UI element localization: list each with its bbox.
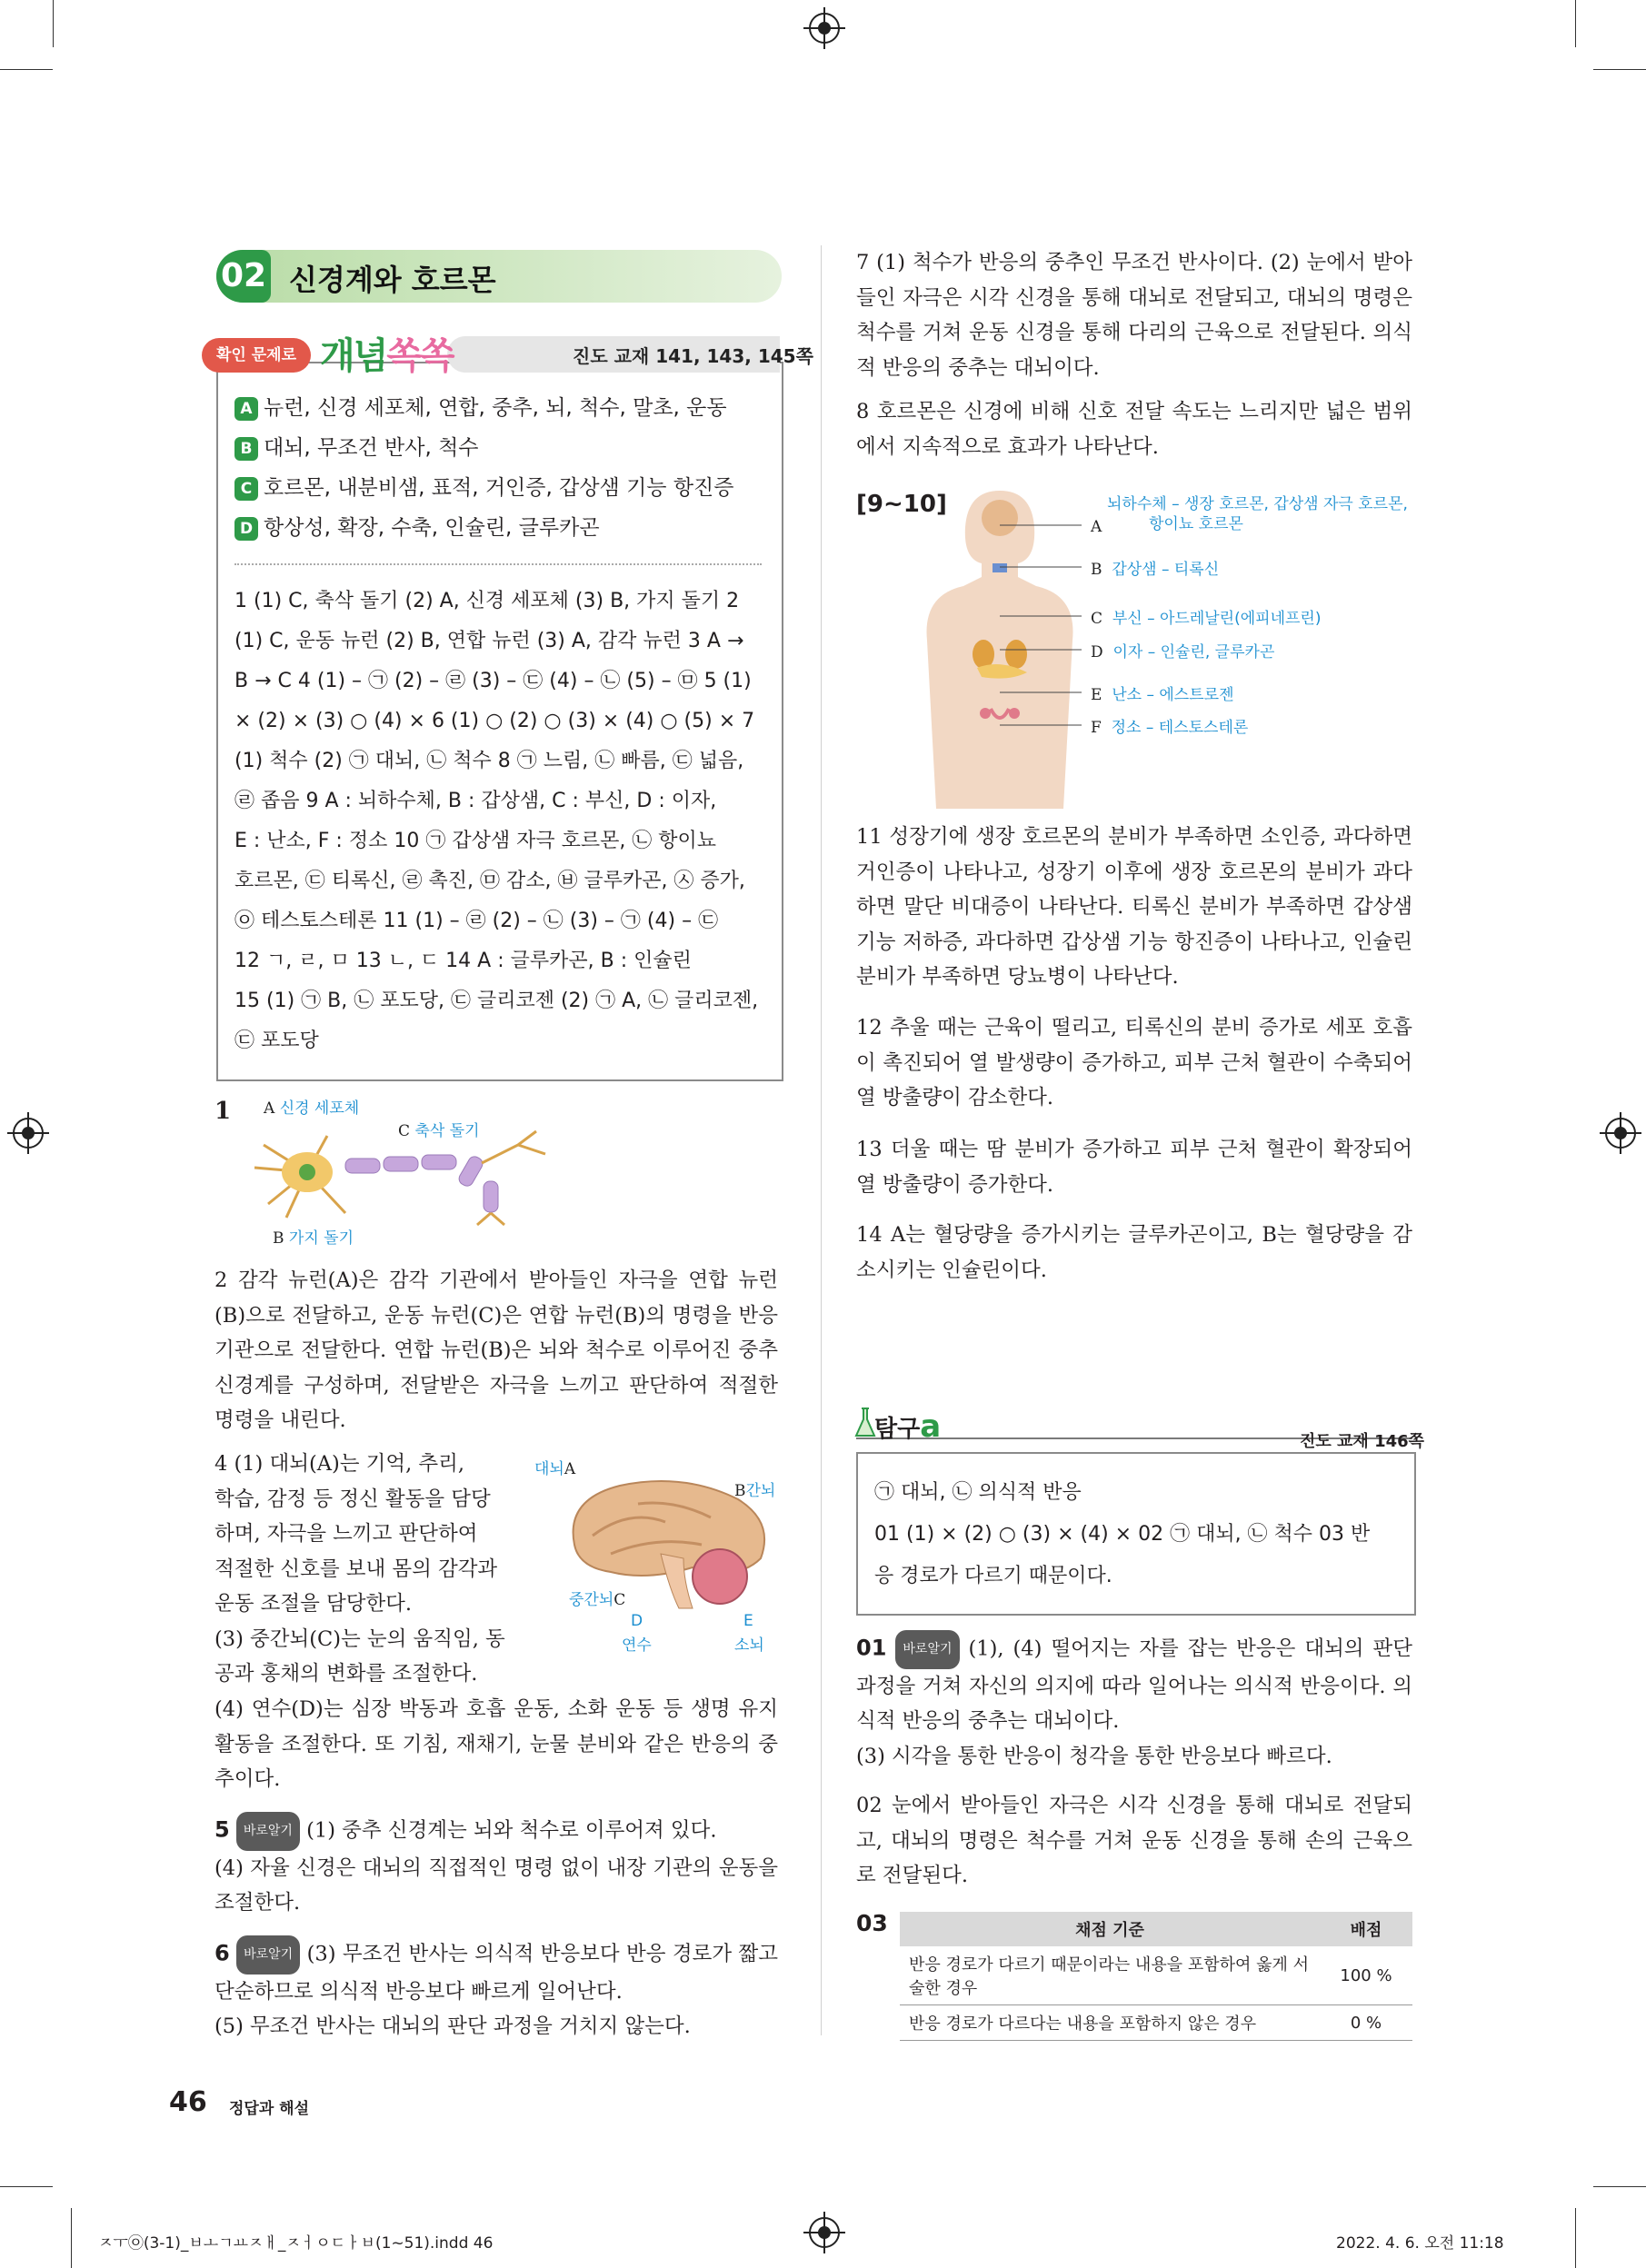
q7-text: 7 (1) 척수가 반응의 중추인 무조건 반사이다. (2) 눈에서 받아들인 자극은 시각 신경을 통해 대뇌로 전달되고, 대뇌의 명령은 척수를 거쳐 운동 신경을 통해 다리의 근육으로 전달된다. 의식적 반응의 중추는 대뇌이다. <box>856 251 1412 380</box>
q8-text: 8 호르몬은 신경에 비해 신호 전달 속도는 느리지만 넓은 범위에서 지속적으로 효과가 나타난다. <box>856 400 1412 459</box>
e01-text: 01 바로알기 (1), (4) 떨어지는 자를 잡는 반응은 대뇌의 판단 과정을 거쳐 자신의 의지에 따라 일어나는 의식적 반응이다. 의식적 반응의 중추는 대뇌이다. (3) 시각을 통한 반응이 청각을 통한 반응보다 빠르다. <box>856 1630 1412 1774</box>
explore-title: 탐구a <box>874 1408 942 1445</box>
q11-text: 11 성장기에 생장 호르몬의 분비가 부족하면 소인증, 과다하면 거인증이 나타나고, 성장기 이후에 생장 호르몬의 분비가 과다하면 말단 비대증이 나타난다. 티록신 분비가 부족하면 갑상샘 기능 저하증, 과다하면 갑상샘 기능 항진증이 나타나고, 인슐린 분비가 부족하면 당뇨병이 나타난다. <box>856 825 1412 989</box>
section-title: 신경계와 호르몬 <box>289 263 496 297</box>
answer-line: ㉧ 테스토스테론 11 (1) – ㉣ (2) – ㉡ (3) – ㉠ (4) – ㉢ <box>234 910 719 932</box>
answer-line: (1) 척수 (2) ㉠ 대뇌, ㉡ 척수 8 ㉠ 느림, ㉡ 빠름, ㉢ 넓음, <box>234 750 744 772</box>
e03-number: 03 <box>856 1910 888 1936</box>
q1-number: 1 <box>214 1098 232 1125</box>
answer-list <box>234 582 771 1061</box>
q9-range: [9~10] <box>856 491 947 518</box>
q13-text: 13 더울 때는 땀 분비가 증가하고 피부 근처 혈관이 확장되어 열 방출량이 증가한다. <box>856 1138 1412 1197</box>
flask-icon <box>854 1407 876 1439</box>
answer-line: ㉣ 좁음 9 A : 뇌하수체, B : 갑상샘, C : 부신, D : 이자, <box>234 790 717 812</box>
q1-label-a: A 신경 세포체 <box>264 1099 360 1118</box>
answer-line: E : 난소, F : 정소 10 ㉠ 갑상샘 자극 호르몬, ㉡ 항이뇨 <box>234 830 717 852</box>
q4-rest: (4) 연수(D)는 심장 박동과 호흡 운동, 소화 운동 등 생명 유지 활동을 조절한다. 또 기침, 재채기, 눈물 분비와 같은 반응의 중추이다. <box>214 1697 778 1791</box>
registration-mark-right <box>1605 1118 1636 1149</box>
concept-ref: 진도 교재 141, 143, 145쪽 <box>573 345 813 367</box>
slug-file: ㅈㅜ㉧(3-1)_ㅂㅗㄱㅛㅈㅐ_ㅈㅓㅇㄷㅏㅂ(1~51).indd 46 <box>98 2234 494 2253</box>
answer-line: × (2) × (3) ○ (4) × 6 (1) ○ (2) ○ (3) × (4) ○ (5) × 7 <box>234 710 755 732</box>
registration-mark-left <box>13 1118 44 1149</box>
registration-mark-top <box>809 13 840 44</box>
q14-text: 14 A는 혈당량을 증가시키는 글루카곤이고, B는 혈당량을 감소시키는 인슐린이다. <box>856 1223 1412 1282</box>
concept-tag: 확인 문제로 <box>202 338 311 373</box>
page-number: 46 <box>169 2086 207 2118</box>
registration-mark-bottom <box>809 2217 840 2248</box>
answer-line: 12 ㄱ, ㄹ, ㅁ 13 ㄴ, ㄷ 14 A : 글루카곤, B : 인슐린 <box>234 950 692 972</box>
q2-text: 2 감각 뉴런(A)은 감각 기관에서 받아들인 자극을 연합 뉴런 (B)으로 전달하고, 운동 뉴런(C)은 연합 뉴런(B)의 명령을 반응 기관으로 전달한다. 연합 뉴런(B)은 뇌와 척수로 이루어진 중추 신경계를 구성하며, 전달받은 자극을 느끼고 판단하여 적절한 명령을 내린다. <box>214 1268 778 1432</box>
q1-label-b: B 가지 돌기 <box>273 1229 354 1248</box>
answer-line: (1) C, 운동 뉴런 (2) B, 연합 뉴런 (3) A, 감각 뉴런 3 A → <box>234 630 744 652</box>
brain-label-b: B간뇌 <box>734 1482 776 1500</box>
section-number: 02 <box>216 250 271 303</box>
answer-line: 호르몬, ㉢ 티록신, ㉣ 촉진, ㉤ 감소, ㉥ 글루카곤, ㉦ 증가, <box>234 870 745 892</box>
neuron-illustration <box>245 1127 573 1227</box>
key-line: A 뉴런, 신경 세포체, 연합, 중추, 뇌, 척수, 말초, 운동 <box>234 391 727 421</box>
answer-line: 15 (1) ㉠ B, ㉡ 포도당, ㉢ 글리코젠 (2) ㉠ A, ㉡ 글리코젠, <box>234 990 759 1012</box>
brain-label-e-letter: E <box>743 1612 753 1630</box>
brain-label-e: 소뇌 <box>734 1636 764 1655</box>
key-line: B 대뇌, 무조건 반사, 척수 <box>234 431 479 461</box>
slug-date: 2022. 4. 6. 오전 11:18 <box>1336 2234 1504 2253</box>
e02-text: 02 눈에서 받아들인 자극은 시각 신경을 통해 대뇌로 전달되고, 대뇌의 명령은 척수를 거쳐 운동 신경을 통해 손의 근육으로 전달된다. <box>856 1794 1412 1887</box>
scoring-table: 채점 기준 배점 반응 경로가 다르기 때문이라는 내용을 포함하여 옳게 서술한 경우 100 % 반응 경로가 다르다는 내용을 포함하지 않은 경우 0 % <box>900 1912 1412 2041</box>
column-divider <box>821 245 822 2035</box>
q12-text: 12 추울 때는 근육이 떨리고, 티록신의 분비 증가로 세포 호흡이 촉진되어 열 발생량이 증가하고, 피부 근처 혈관이 수축되어 열 방출량이 감소한다. <box>856 1016 1412 1109</box>
key-line: C 호르몬, 내분비샘, 표적, 거인증, 갑상샘 기능 항진증 <box>234 471 733 501</box>
brain-label-c: 중간뇌C <box>569 1591 626 1609</box>
endocrine-leader-lines <box>1000 491 1091 727</box>
explore-answers: ㉠ 대뇌, ㉡ 의식적 반응 01 (1) × (2) ○ (3) × (4) × 02 ㉠ 대뇌, ㉡ 척수 03 반 응 경로가 다르기 때문이다. <box>874 1481 1371 1587</box>
dotted-separator <box>234 563 762 565</box>
answer-line: ㉢ 포도당 <box>234 1030 319 1052</box>
answer-line: 1 (1) C, 축삭 돌기 (2) A, 신경 세포체 (3) B, 가지 돌기 2 <box>234 590 740 612</box>
q6-text: 6 바로알기 (3) 무조건 반사는 의식적 반응보다 반응 경로가 짧고 단순하므로 의식적 반응보다 빠르게 일어난다. (5) 무조건 반사는 대뇌의 판단 과정을 거치지 않는다. <box>214 1935 778 2044</box>
footer-label: 정답과 해설 <box>229 2100 310 2118</box>
concept-title: 개념쏙쏙 <box>320 335 454 377</box>
brain-label-a: 대뇌A <box>534 1460 576 1478</box>
answer-line: B → C 4 (1) – ㉠ (2) – ㉣ (3) – ㉢ (4) – ㉡ (5) – ㉤ 5 (1) <box>234 670 752 692</box>
brain-label-d: 연수 <box>622 1636 652 1655</box>
q1-label-c: C 축삭 돌기 <box>398 1122 480 1140</box>
brain-label-d-letter: D <box>631 1612 643 1630</box>
key-line: D 항상성, 확장, 수축, 인슐린, 글루카곤 <box>234 511 600 541</box>
q5-text: 5 바로알기 (1) 중추 신경계는 뇌와 척수로 이루어져 있다. (4) 자율 신경은 대뇌의 직접적인 명령 없이 내장 기관의 운동을 조절한다. <box>214 1812 778 1921</box>
explore-ref: 진도 교재 146쪽 <box>1300 1432 1425 1451</box>
q4-text: 4 (1) 대뇌(A)는 기억, 추리, 학습, 감정 등 정신 활동을 담당 하며, 자극을 느끼고 판단하여 적절한 신호를 보내 몸의 감각과 운동 조절을 담당한다. (3) 중간뇌(C)는 눈의 움직임, 동 공과 홍채의 변화를 조절한다. <box>214 1452 505 1686</box>
